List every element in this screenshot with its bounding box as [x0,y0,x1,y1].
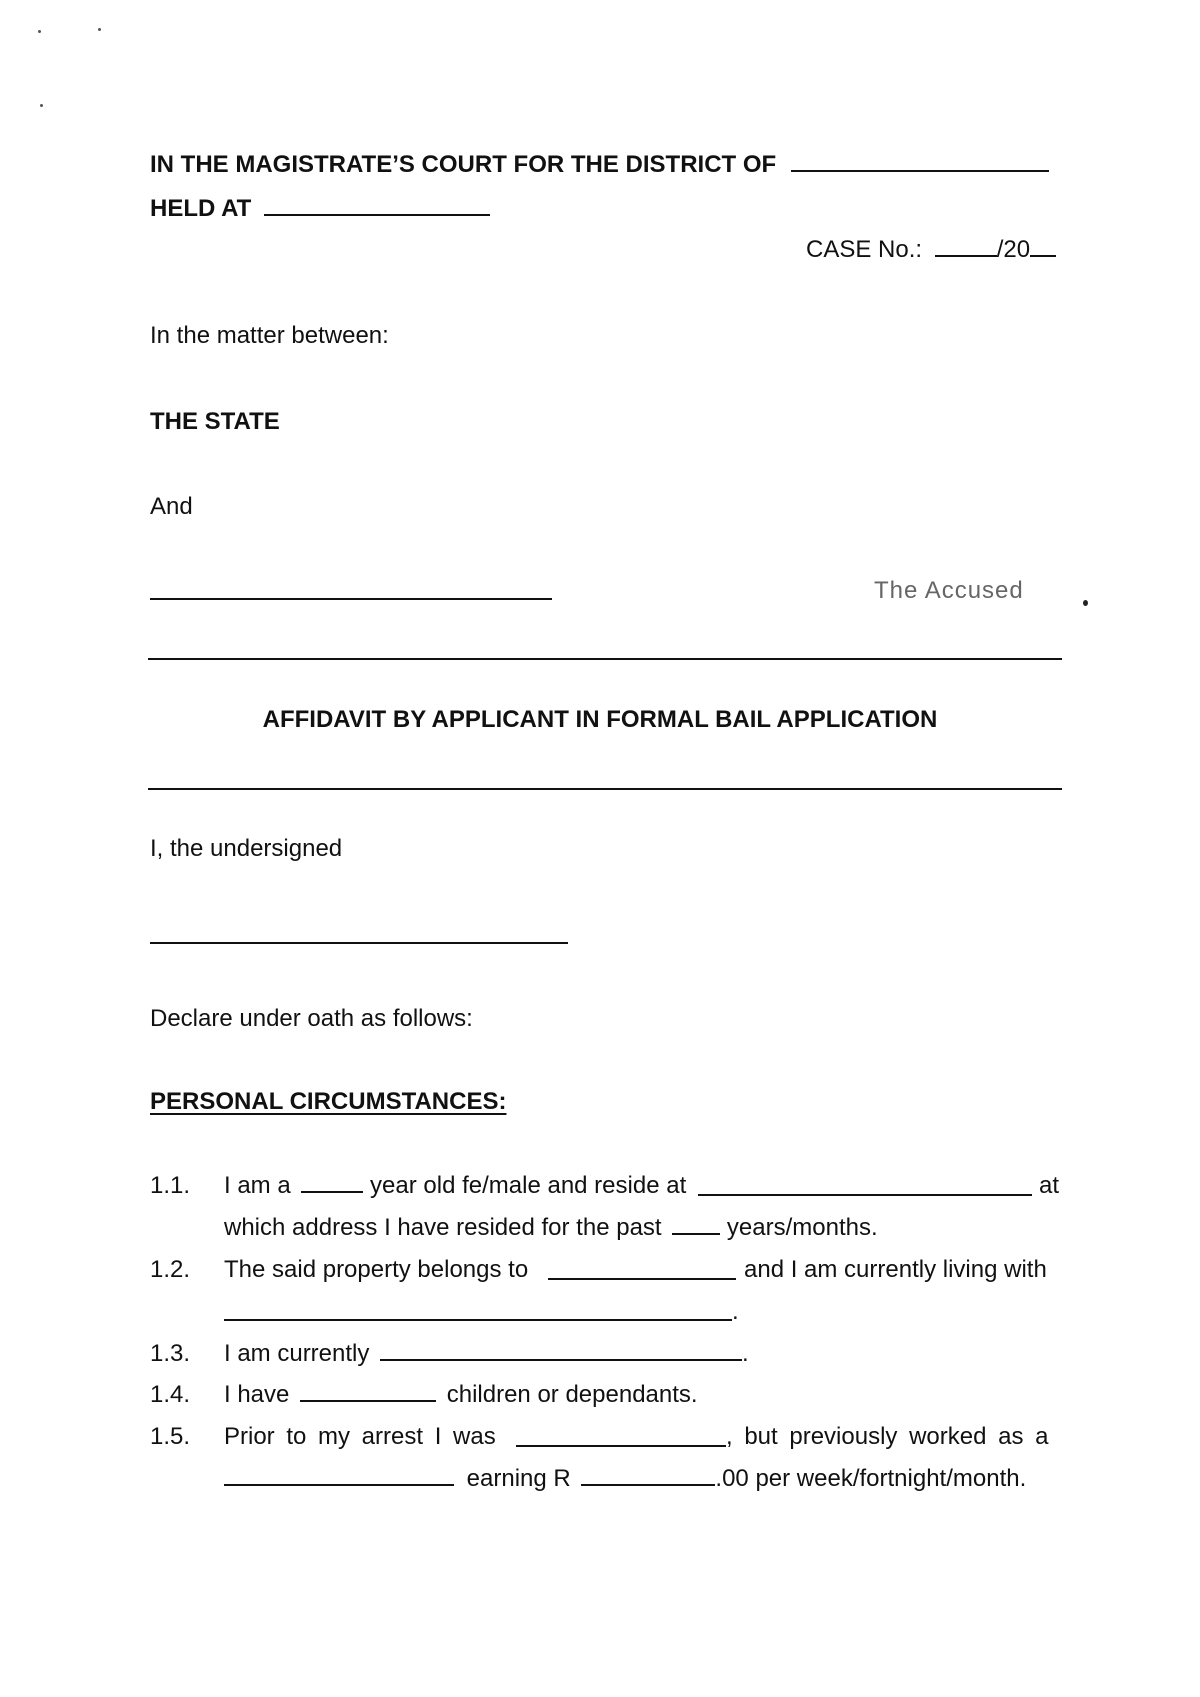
dependants-count-blank[interactable] [300,1399,436,1402]
item-1-4-line [224,1381,698,1409]
title-rule-top [148,658,1062,660]
item-text: earning R [466,1465,571,1492]
item-text: The said property belongs to [224,1256,529,1283]
item-text: , but previously worked as a [726,1423,1049,1450]
district-blank[interactable] [791,169,1049,172]
age-blank[interactable] [301,1190,363,1193]
previous-job-blank[interactable] [224,1483,454,1486]
item-1-1-line-1 [224,1172,686,1200]
item-text: .00 per week/fortnight/month. [715,1465,1027,1492]
prior-occupation-blank[interactable] [516,1445,726,1447]
current-status-blank[interactable] [380,1358,742,1361]
item-text: Prior to my arrest I was [224,1423,496,1450]
item-text: children or dependants. [446,1381,698,1408]
held-at-line [150,195,490,223]
title-rule-bottom [148,788,1062,790]
item-text: at [1039,1172,1060,1199]
item-number: 1.4. [150,1381,191,1408]
case-no-label: CASE No.: [806,236,923,263]
held-at-label: HELD AT [150,195,252,222]
item-text: which address I have resided for the past [224,1214,662,1241]
item-text: I have [224,1381,290,1408]
item-text: . [732,1298,739,1325]
undersigned-label: I, the undersigned [150,835,343,862]
declarant-name-blank[interactable] [150,942,568,944]
item-text: years/months. [726,1214,878,1241]
court-heading [150,151,1049,179]
item-number: 1.2. [150,1256,191,1283]
matter-intro: In the matter between: [150,322,389,349]
item-text: I am currently [224,1340,370,1367]
scan-speck [98,28,101,31]
case-year-prefix: /20 [996,236,1031,263]
case-number-blank[interactable] [935,254,997,257]
item-1-1-line-2 [224,1214,878,1242]
scan-speck [38,30,41,33]
accused-label: The Accused [874,577,1024,604]
item-text: year old fe/male and reside at [370,1172,687,1199]
held-at-blank[interactable] [264,213,490,216]
residential-address-blank[interactable] [698,1194,1032,1196]
item-number: 1.3. [150,1340,191,1367]
earnings-blank[interactable] [581,1483,715,1486]
accused-name-blank[interactable] [150,598,552,600]
section-heading: PERSONAL CIRCUMSTANCES: [150,1088,507,1115]
court-line: IN THE MAGISTRATE’S COURT FOR THE DISTRICT OF [150,151,777,178]
living-with-blank[interactable] [224,1319,732,1321]
case-number-line [806,236,1056,264]
case-year-blank[interactable] [1030,254,1056,257]
item-text: and I am currently living with [744,1256,1047,1283]
item-number: 1.5. [150,1423,191,1450]
item-number: 1.1. [150,1172,191,1199]
scan-speck [1083,600,1088,606]
item-text: I am a [224,1172,291,1199]
state-party: THE STATE [150,408,280,435]
document-title: AFFIDAVIT BY APPLICANT IN FORMAL BAIL APPLICATION [262,706,938,733]
oath-statement: Declare under oath as follows: [150,1005,473,1032]
item-text: . [742,1340,749,1367]
residence-duration-blank[interactable] [672,1232,720,1235]
and-label: And [150,493,193,520]
item-1-3-line [224,1340,749,1368]
scan-speck [40,104,43,107]
property-owner-blank[interactable] [548,1278,736,1280]
item-1-5-line-2 [224,1465,1026,1493]
